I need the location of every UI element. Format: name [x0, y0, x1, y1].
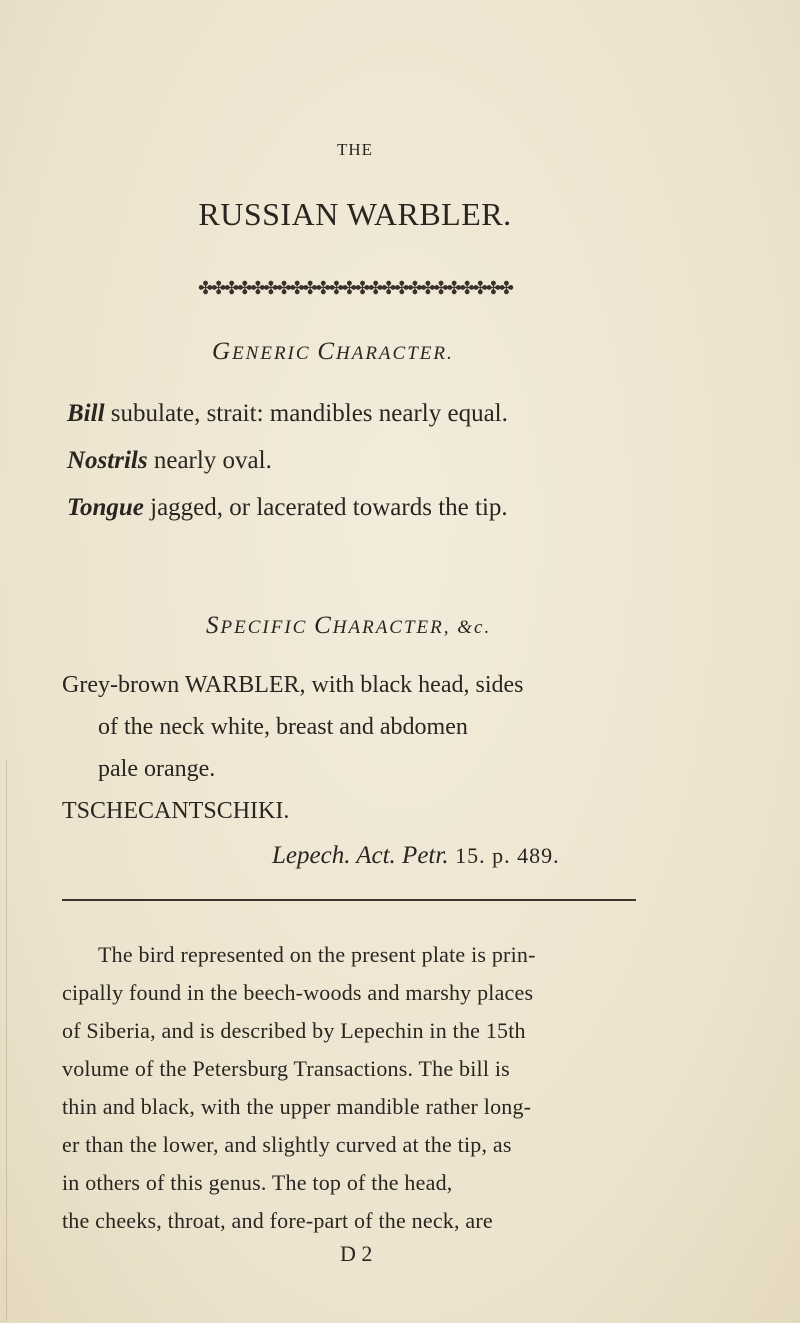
generic-line-tongue [67, 494, 508, 522]
heading-initial: G [212, 338, 233, 365]
generic-text: jagged, or lacerated towards the tip. [143, 494, 508, 521]
heading-initial: C [314, 612, 333, 639]
section-divider [62, 899, 636, 901]
ornamental-rule: ✤✤✤✤✤✤✤✤✤✤✤✤✤✤✤✤✤✤✤✤✤✤✤✤ [198, 278, 512, 298]
term-tongue: Tongue [67, 494, 144, 521]
reference-citation [272, 842, 560, 870]
body-line: of Siberia, and is described by Lepechin in the 15th [62, 1018, 526, 1043]
generic-line-nostrils [67, 447, 272, 475]
signature-mark: D 2 [340, 1241, 373, 1266]
body-line: cipally found in the beech-woods and marshy places [62, 980, 534, 1005]
specific-character-heading [206, 612, 491, 640]
heading-initial: C [317, 338, 336, 365]
heading-smallcaps: ENERIC [232, 343, 318, 364]
species-name: TSCHECANTSCHIKI. [62, 798, 290, 824]
generic-text: subulate, strait: mandibles nearly equal. [104, 400, 508, 427]
body-line: the cheeks, throat, and fore-part of the neck, are [62, 1208, 493, 1233]
body-line: in others of this genus. The top of the head, [62, 1170, 453, 1195]
reference-italic: Lepech. Act. Petr. [272, 842, 449, 869]
heading-smallcaps: HARACTER. [336, 343, 454, 364]
specific-line: of the neck white, breast and abdomen [98, 714, 468, 740]
reference-plain: 15. p. 489. [448, 843, 560, 868]
body-line: The bird represented on the present plate is prin- [98, 942, 536, 967]
generic-text: nearly oval. [147, 447, 272, 474]
page-title: RUSSIAN WARBLER. [198, 196, 512, 232]
heading-smallcaps: PECIFIC [220, 617, 315, 638]
body-line: er than the lower, and slightly curved at the tip, as [62, 1132, 512, 1157]
term-bill: Bill [67, 400, 105, 427]
generic-character-heading [212, 338, 454, 366]
heading-initial: S [206, 612, 221, 639]
body-line: volume of the Petersburg Transactions. The bill is [62, 1056, 510, 1081]
term-nostrils: Nostrils [67, 447, 148, 474]
page-edge-line [6, 760, 7, 1320]
generic-line-bill [67, 400, 508, 428]
body-line: thin and black, with the upper mandible rather long- [62, 1094, 532, 1119]
specific-line: Grey-brown WARBLER, with black head, sides [62, 672, 524, 698]
pre-title: THE [336, 140, 374, 159]
heading-smallcaps: HARACTER, &c. [332, 617, 492, 638]
specific-line: pale orange. [98, 756, 216, 782]
